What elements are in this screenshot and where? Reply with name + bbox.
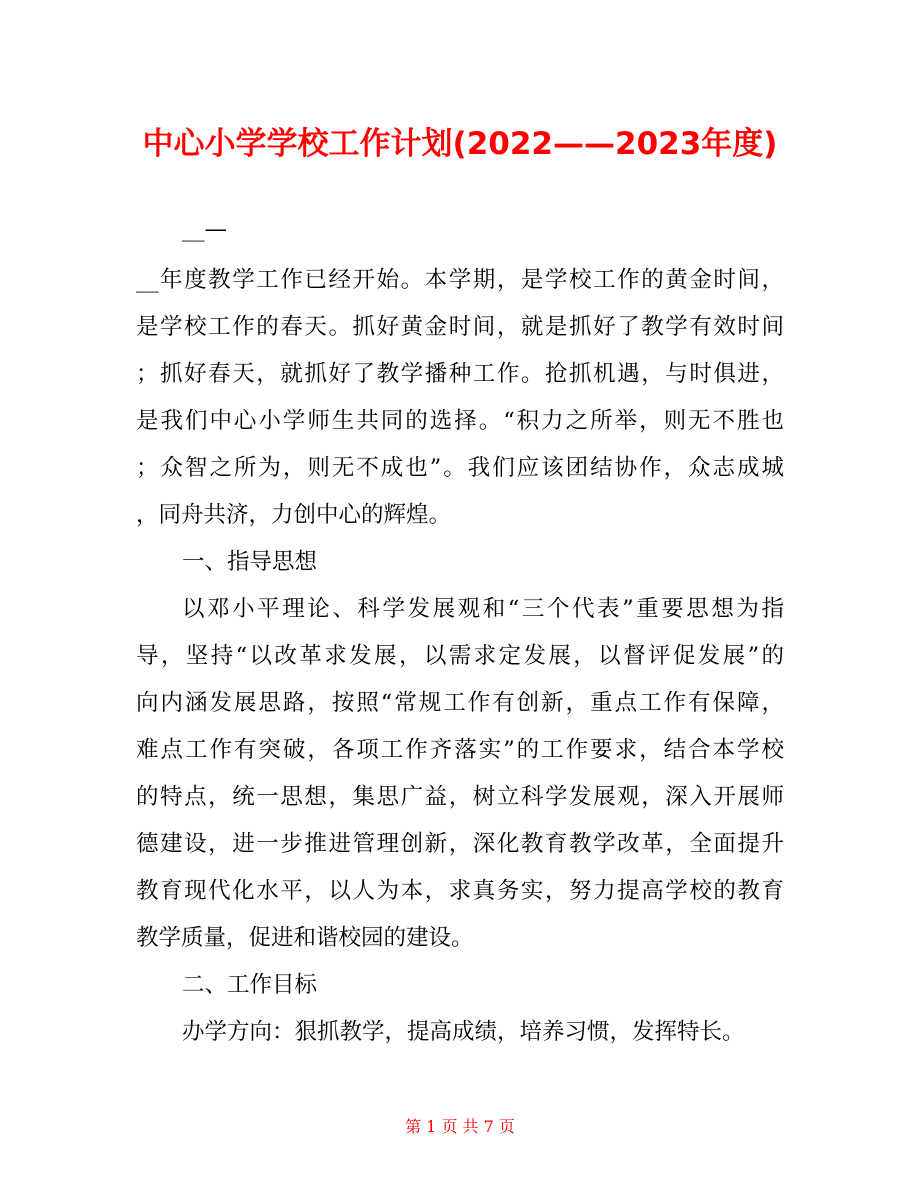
paragraph-line: ；众智之所为，则无不成也”。我们应该团结协作，众志成城: [136, 455, 784, 481]
document-body: [136, 206, 784, 253]
paragraph-line: 办学方向：狠抓教学，提高成绩，培养习惯，发挥特长。: [182, 1019, 745, 1045]
paragraph-line: 以邓小平理论、科学发展观和“三个代表”重要思想为指: [182, 596, 784, 622]
paragraph-line: 向内涵发展思路，按照“常规工作有创新，重点工作有保障，: [136, 690, 784, 716]
paragraph-line: 德建设，进一步推进管理创新，深化教育教学改革，全面提升: [136, 831, 784, 857]
paragraph-line: ，同舟共济，力创中心的辉煌。: [136, 502, 452, 528]
section-heading: 一、指导思想: [182, 549, 318, 575]
paragraph-line: 的特点，统一思想，集思广益，树立科学发展观，深入开展师: [136, 784, 784, 810]
paragraph-line: __年度教学工作已经开始。本学期，是学校工作的黄金时间，: [136, 267, 784, 293]
document-title: 中心小学学校工作计划(2022——2023年度): [142, 126, 778, 162]
paragraph-line: ；抓好春天，就抓好了教学播种工作。抢抓机遇，与时俱进，: [136, 361, 784, 387]
paragraph-line: 教育现代化水平，以人为本，求真务实，努力提高学校的教育: [136, 878, 784, 904]
page-footer: 第 1 页 共 7 页: [405, 1117, 515, 1136]
paragraph-line: 教学质量，促进和谐校园的建设。: [136, 925, 474, 951]
section-heading: 二、工作目标: [182, 972, 318, 998]
paragraph-line: 是我们中心小学师生共同的选择。“积力之所举，则无不胜也: [136, 408, 784, 434]
document-body-main: [136, 257, 784, 1056]
paragraph-line: 是学校工作的春天。抓好黄金时间，就是抓好了教学有效时间: [136, 314, 784, 340]
paragraph-line: 难点工作有突破，各项工作齐落实”的工作要求，结合本学校: [136, 737, 784, 763]
paragraph-line: 导，坚持“以改革求发展，以需求定发展，以督评促发展”的: [136, 643, 784, 669]
paragraph-line: __—: [182, 216, 227, 242]
